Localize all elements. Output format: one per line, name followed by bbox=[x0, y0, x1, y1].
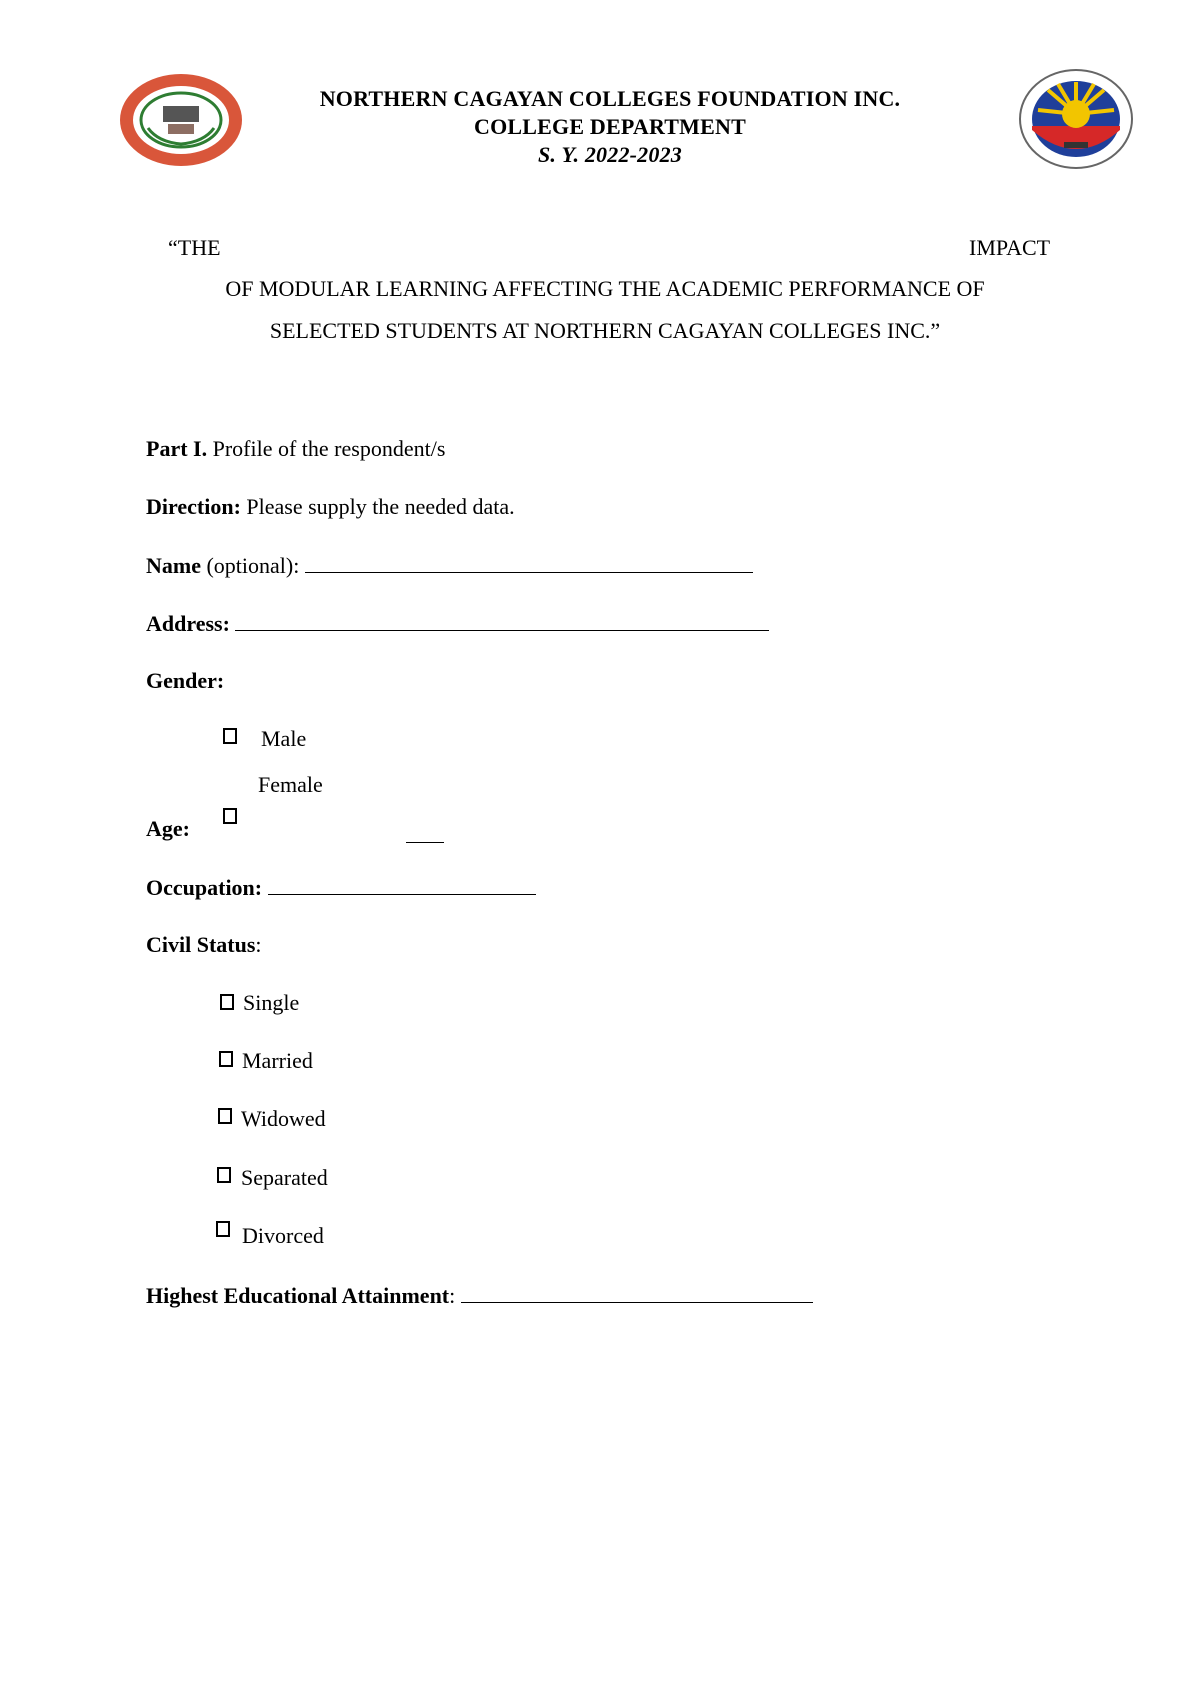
school-year: S. Y. 2022-2023 bbox=[538, 142, 682, 167]
gender-male-label: Male bbox=[261, 726, 307, 751]
education-label: Highest Educational Attainment bbox=[146, 1283, 450, 1308]
gender-male-checkbox[interactable] bbox=[223, 728, 237, 744]
civil-separated-checkbox[interactable] bbox=[217, 1167, 231, 1183]
title-word-the: “THE bbox=[168, 235, 221, 260]
title-line-2: OF MODULAR LEARNING AFFECTING THE ACADEMIC PERFORMANCE OF bbox=[225, 276, 985, 301]
occupation-label: Occupation: bbox=[146, 875, 263, 900]
age-label: Age: bbox=[146, 816, 190, 841]
civil-single-label: Single bbox=[243, 990, 300, 1015]
title-word-impact: IMPACT bbox=[969, 235, 1051, 260]
gender-label: Gender: bbox=[146, 668, 225, 693]
part-one-label: Part I. bbox=[146, 436, 208, 461]
title-line-3: SELECTED STUDENTS AT NORTHERN CAGAYAN COLLEGES INC.” bbox=[269, 318, 941, 343]
direction-label: Direction: bbox=[146, 494, 241, 519]
occupation-row bbox=[146, 874, 536, 901]
civil-status-heading bbox=[146, 932, 262, 958]
age-field[interactable] bbox=[406, 842, 444, 843]
address-row bbox=[146, 610, 769, 637]
gender-female-label: Female bbox=[258, 772, 323, 797]
direction-text: Please supply the needed data. bbox=[246, 494, 515, 519]
institution-name: NORTHERN CAGAYAN COLLEGES FOUNDATION INC. bbox=[319, 86, 901, 111]
civil-married-checkbox[interactable] bbox=[219, 1051, 233, 1067]
civil-status-label: Civil Status bbox=[146, 932, 256, 957]
name-row bbox=[146, 552, 753, 579]
education-row bbox=[146, 1282, 813, 1309]
civil-separated-label: Separated bbox=[241, 1165, 328, 1190]
civil-widowed-label: Widowed bbox=[241, 1106, 326, 1131]
gender-female-checkbox[interactable] bbox=[223, 808, 237, 824]
civil-widowed-checkbox[interactable] bbox=[218, 1108, 232, 1124]
civil-married-label: Married bbox=[242, 1048, 313, 1073]
direction-line bbox=[146, 494, 515, 520]
address-field[interactable] bbox=[235, 610, 769, 631]
occupation-field[interactable] bbox=[268, 874, 536, 895]
civil-divorced-checkbox[interactable] bbox=[216, 1221, 230, 1237]
civil-divorced-label: Divorced bbox=[242, 1223, 324, 1248]
part-one-text: Profile of the respondent/s bbox=[212, 436, 446, 461]
name-field[interactable] bbox=[305, 552, 753, 573]
civil-single-checkbox[interactable] bbox=[220, 994, 234, 1010]
department-name: COLLEGE DEPARTMENT bbox=[474, 114, 746, 139]
part-one-heading bbox=[146, 436, 445, 462]
education-colon: : bbox=[449, 1283, 456, 1308]
name-hint: (optional): bbox=[206, 553, 300, 578]
education-field[interactable] bbox=[461, 1282, 813, 1303]
address-label: Address: bbox=[146, 611, 230, 636]
name-label: Name bbox=[146, 553, 201, 578]
civil-status-colon: : bbox=[255, 932, 262, 957]
